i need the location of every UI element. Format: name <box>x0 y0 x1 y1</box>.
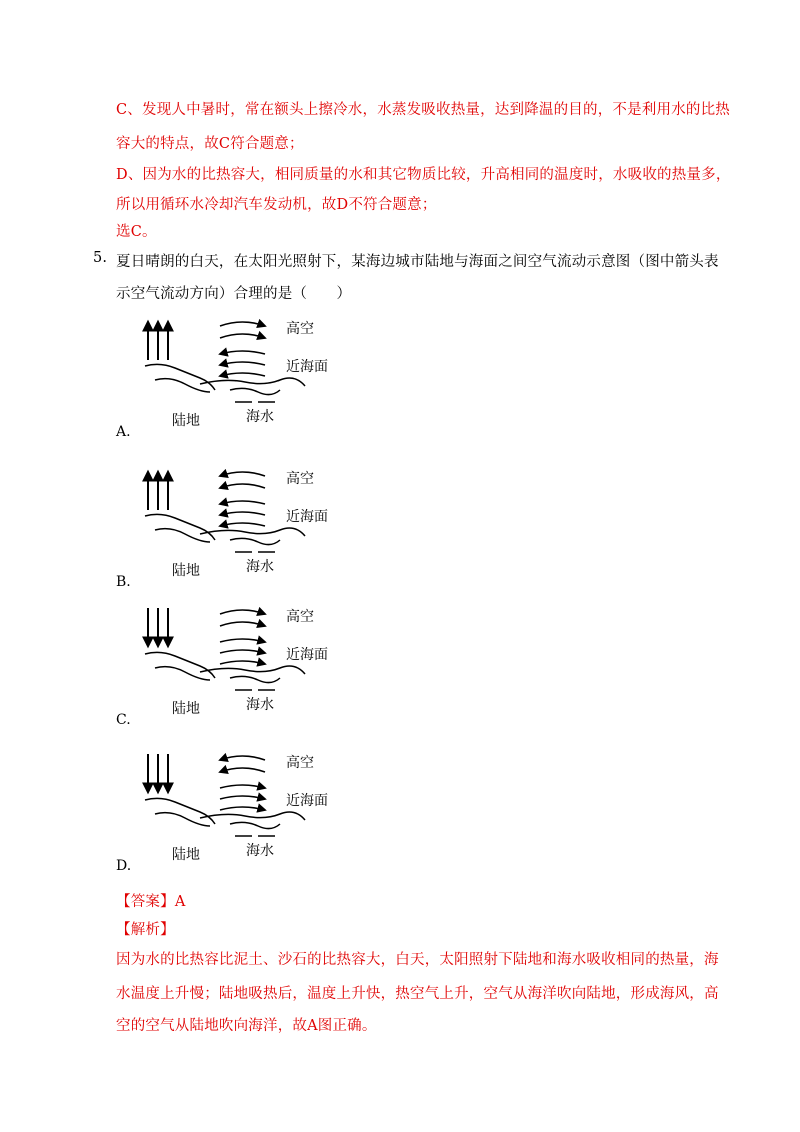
sea-airflow-arrow <box>220 650 265 653</box>
terrain-line <box>230 822 280 828</box>
land-label: 陆地 <box>172 563 200 579</box>
question-line1: 夏日晴朗的白天，在太阳光照射下，某海边城市陆地与海面之间空气流动示意图（图中箭头表 <box>116 254 719 270</box>
option-letter: A. <box>116 424 131 440</box>
terrain-line <box>200 666 305 674</box>
high-airflow-arrow <box>220 334 265 338</box>
prev-analysis-d-line2: 所以用循环水冷却汽车发动机，故D不符合题意； <box>116 197 437 213</box>
terrain-line <box>230 538 280 544</box>
water-label: 海水 <box>246 697 274 713</box>
high-airflow-arrow <box>220 322 265 326</box>
sea-label: 近海面 <box>286 359 328 375</box>
option-letter: C. <box>116 712 131 728</box>
sea-label: 近海面 <box>286 793 328 809</box>
sea-airflow-arrow <box>220 501 265 504</box>
sea-label: 近海面 <box>286 647 328 663</box>
terrain-line <box>155 667 210 680</box>
sea-airflow-arrow <box>220 661 265 664</box>
sea-airflow-arrow <box>220 512 265 515</box>
water-label: 海水 <box>246 559 274 575</box>
sea-airflow-arrow <box>220 785 265 788</box>
terrain-line <box>155 813 210 826</box>
high-label: 高空 <box>286 755 314 771</box>
high-airflow-arrow <box>220 622 265 626</box>
sea-airflow-arrow <box>220 362 265 365</box>
sea-airflow-arrow <box>220 639 265 642</box>
question-number: 5. <box>93 250 108 266</box>
prev-analysis-c-line2: 容大的特点，故C符合题意； <box>116 136 304 152</box>
answer-row <box>116 890 185 911</box>
land-label: 陆地 <box>172 701 200 717</box>
sea-airflow-arrow <box>220 351 265 354</box>
terrain-line <box>200 378 305 386</box>
high-label: 高空 <box>286 321 314 337</box>
terrain-line <box>200 812 305 820</box>
option-figure <box>140 468 350 578</box>
high-label: 高空 <box>286 471 314 487</box>
high-airflow-arrow <box>220 768 265 772</box>
terrain-line <box>145 364 215 390</box>
high-airflow-arrow <box>220 610 265 614</box>
terrain-line <box>145 514 215 540</box>
option-letter: B. <box>116 574 131 590</box>
question-line2: 示空气流动方向）合理的是（ ） <box>116 286 352 302</box>
answer-value: A <box>174 894 186 910</box>
sea-airflow-arrow <box>220 523 265 526</box>
option-figure <box>140 318 350 428</box>
analysis-label: 【解析】 <box>116 922 175 938</box>
option-figure <box>140 752 350 862</box>
terrain-line <box>145 652 215 678</box>
water-label: 海水 <box>246 843 274 859</box>
water-label: 海水 <box>246 409 274 425</box>
sea-airflow-arrow <box>220 373 265 376</box>
terrain-line <box>200 528 305 536</box>
answer-label: 【答案】 <box>116 894 175 910</box>
high-airflow-arrow <box>220 472 265 476</box>
terrain-line <box>230 388 280 394</box>
sea-airflow-arrow <box>220 796 265 799</box>
sea-label: 近海面 <box>286 509 328 525</box>
option-figure <box>140 606 350 716</box>
terrain-line <box>155 529 210 542</box>
land-label: 陆地 <box>172 413 200 429</box>
analysis-line1: 因为水的比热容比泥土、沙石的比热容大，白天，太阳照射下陆地和海水吸收相同的热量，海 <box>116 952 719 968</box>
high-label: 高空 <box>286 609 314 625</box>
prev-analysis-d-line1: D、因为水的比热容大，相同质量的水和其它物质比较，升高相同的温度时，水吸收的热量多， <box>116 167 731 183</box>
analysis-line3: 空的空气从陆地吹向海洋，故A图正确。 <box>116 1018 377 1034</box>
sea-airflow-arrow <box>220 807 265 810</box>
high-airflow-arrow <box>220 484 265 488</box>
high-airflow-arrow <box>220 756 265 760</box>
prev-analysis-choose: 选C。 <box>116 224 157 240</box>
land-label: 陆地 <box>172 847 200 863</box>
terrain-line <box>145 798 215 824</box>
terrain-line <box>155 379 210 392</box>
terrain-line <box>230 676 280 682</box>
option-letter: D. <box>116 858 132 874</box>
prev-analysis-c-line1: C、发现人中暑时，常在额头上擦冷水，水蒸发吸收热量，达到降温的目的，不是利用水的比热 <box>116 102 730 118</box>
analysis-line2: 水温度上升慢；陆地吸热后，温度上升快，热空气上升，空气从海洋吹向陆地，形成海风，高 <box>116 986 719 1002</box>
